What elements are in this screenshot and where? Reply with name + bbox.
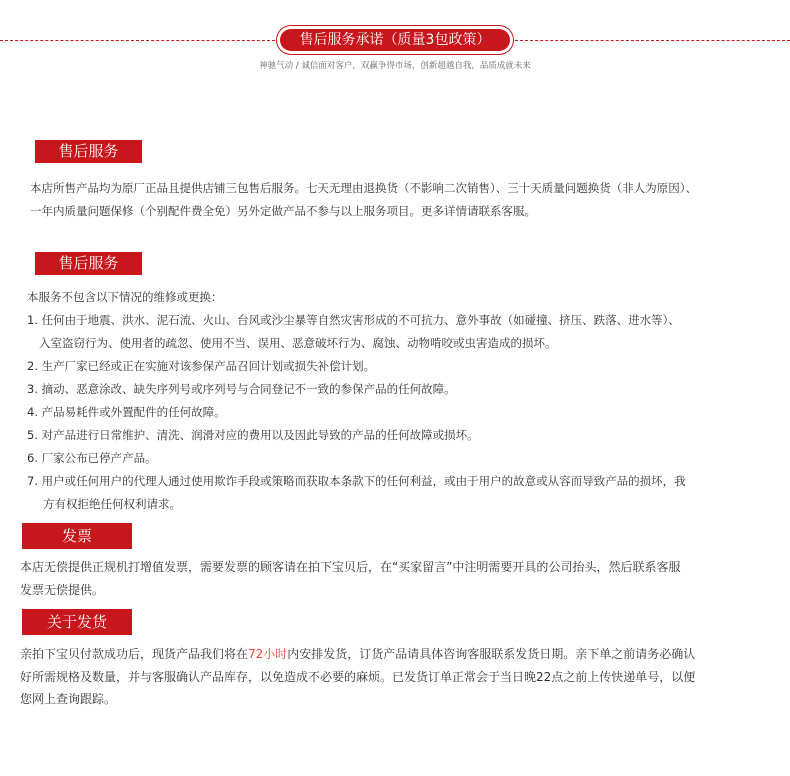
section-label-shipping: 关于发货 bbox=[22, 609, 132, 635]
paragraph-line bbox=[20, 643, 695, 666]
list-intro: 本服务不包含以下情况的维修或更换： bbox=[27, 290, 223, 304]
list-item: 6. 厂家公布已停产产品。 bbox=[27, 451, 157, 465]
list-item-continued: 方有权拒绝任何权利请求。 bbox=[43, 497, 181, 511]
paragraph-line: 您网上查询跟踪。 bbox=[20, 692, 117, 706]
section-label-after-sales: 售后服务 bbox=[35, 140, 142, 163]
list-item: 5. 对产品进行日常维护、清洗、润滑对应的费用以及因此导致的产品的任何故障或损坏。 bbox=[27, 428, 479, 442]
header-divider-left bbox=[0, 40, 275, 41]
after-sales-paragraph bbox=[30, 177, 697, 223]
shipping-time-highlight: 72小时 bbox=[248, 647, 288, 661]
list-item-continued: 入室盗窃行为、使用者的疏忽、使用不当、误用、恶意破坏行为、腐蚀、动物啃咬或虫害造成的损坏。 bbox=[39, 336, 557, 350]
list-item: 7. 用户或任何用户的代理人通过使用欺诈手段或策略而获取本条款下的任何利益，或由于用户的故意或从容而导致产品的损坏，我 bbox=[27, 474, 686, 488]
shipping-text-after: 内安排发货，订货产品请具体咨询客服联系发货日期。亲下单之前请务必确认 bbox=[287, 647, 696, 661]
list-item: 1. 任何由于地震、洪水、泥石流、火山、台风或沙尘暴等自然灾害形成的不可抗力、意外事故（如碰撞、挤压、跌落、进水等）、 bbox=[27, 313, 680, 327]
list-item: 4. 产品易耗件或外置配件的任何故障。 bbox=[27, 405, 226, 419]
paragraph-line: 一年内质量问题保修（个别配件费全免）另外定做产品不参与以上服务项目。更多详情请联系客服。 bbox=[30, 204, 536, 218]
shipping-text-before: 亲拍下宝贝付款成功后，现货产品我们将在 bbox=[20, 647, 249, 661]
page-subtitle: 神驰气动 / 诚信面对客户，双赢争得市场，创新超越自我，品质成就未来 bbox=[259, 61, 531, 71]
invoice-paragraph bbox=[20, 556, 680, 601]
section-label-exclusions: 售后服务 bbox=[35, 252, 142, 275]
paragraph-line: 发票无偿提供。 bbox=[20, 582, 105, 597]
exclusions-list bbox=[27, 286, 686, 516]
header-divider-right bbox=[515, 40, 790, 41]
section-label-invoice: 发票 bbox=[22, 523, 132, 549]
paragraph-line: 本店无偿提供正规机打增值发票，需要发票的顾客请在拍下宝贝后，在“买家留言”中注明需要开具的公司抬头，然后联系客服 bbox=[20, 560, 681, 574]
paragraph-line: 好所需规格及数量，并与客服确认产品库存，以免造成不必要的麻烦。已发货订单正常会于当日晚22点之前上传快递单号，以便 bbox=[20, 669, 696, 684]
list-item: 3. 摘动、恶意涂改、缺失序列号或序列号与合同登记不一致的参保产品的任何故障。 bbox=[27, 382, 456, 396]
list-item: 2. 生产厂家已经或正在实施对该参保产品召回计划或损失补偿计划。 bbox=[27, 359, 376, 373]
paragraph-line: 本店所售产品均为原厂正品且提供店铺三包售后服务。七天无理由退换货（不影响二次销售）、三十天质量问题换货（非人为原因）、 bbox=[30, 181, 697, 195]
page-title: 售后服务承诺（质量3包政策） bbox=[280, 29, 510, 51]
shipping-paragraph bbox=[20, 643, 695, 711]
